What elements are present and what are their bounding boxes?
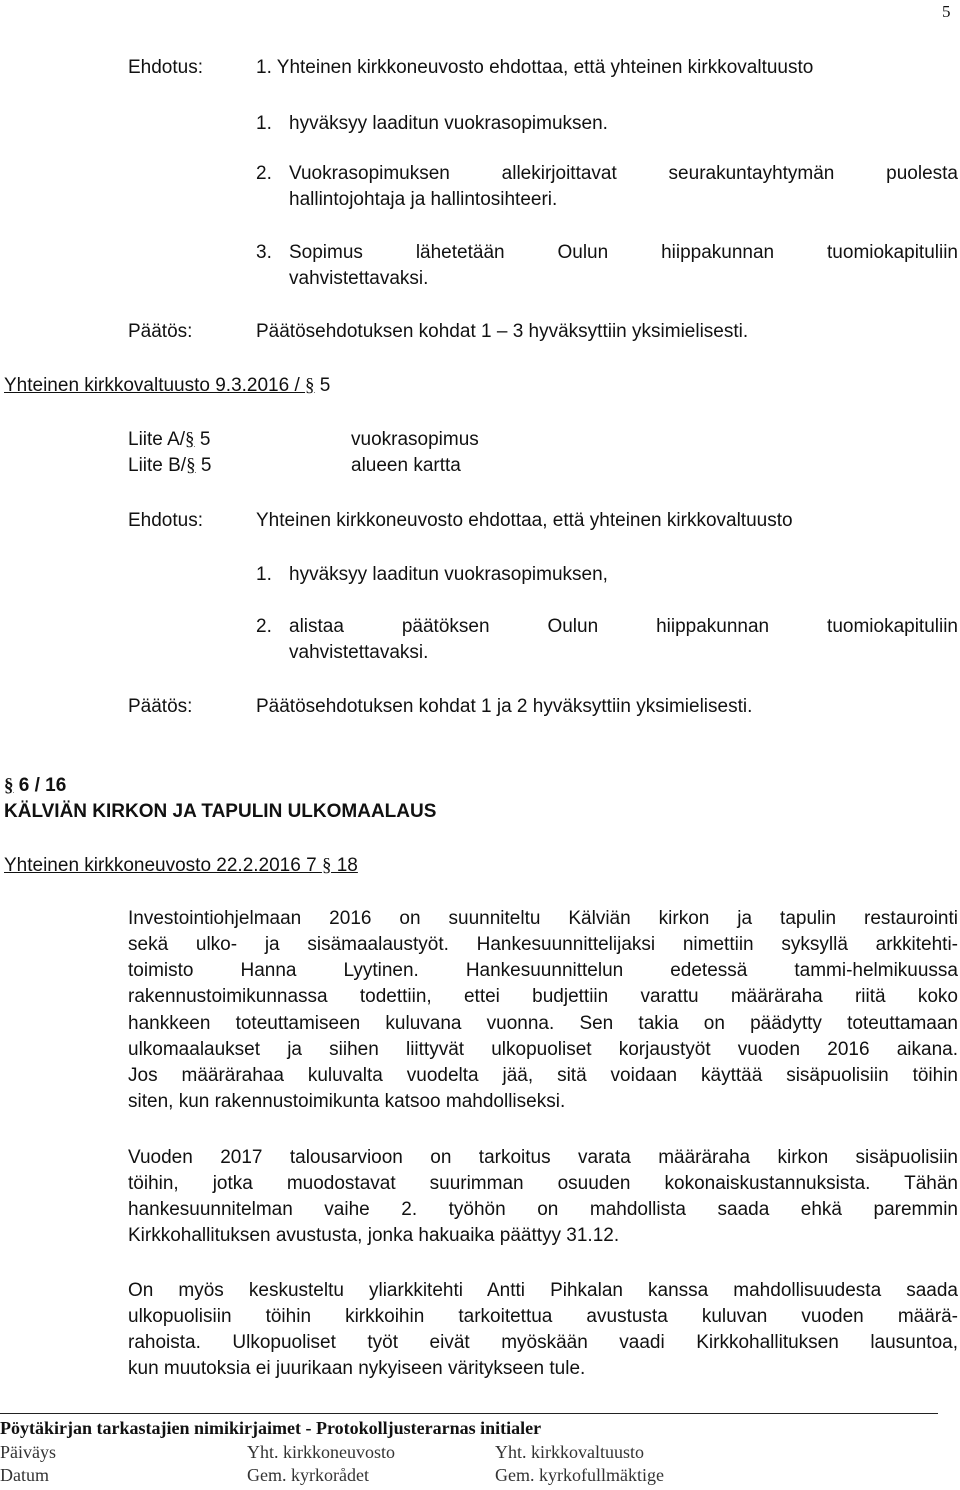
proposal-label: Ehdotus: <box>128 57 203 78</box>
section-sign: § <box>305 375 315 396</box>
paragraph-line: sekä ulko- ja sisämaalaustyöt. Hankesuunnittelijaksi nimettiin syksyllä arkkitehti- <box>128 934 958 955</box>
paragraph-line: On myös keskusteltu yliarkkitehti Antti Pihkalan kanssa mahdollisuudesta saada <box>128 1280 958 1301</box>
attachment-number: 5 <box>194 429 211 450</box>
section-sign: § <box>185 429 195 450</box>
list-item-text: vahvistettavaksi. <box>289 642 429 663</box>
proposal-label: Ehdotus: <box>128 510 203 531</box>
attachment-b-label <box>128 455 211 477</box>
paragraph-line: Kirkkohallituksen avustusta, jonka hakuaika päättyy 31.12. <box>128 1225 620 1246</box>
footer-date-label: Päiväys <box>0 1442 56 1462</box>
decision-label: Päätös: <box>128 321 193 342</box>
section-sign: § <box>186 455 196 476</box>
list-item-text: hyväksyy laaditun vuokrasopimuksen. <box>289 113 608 134</box>
paragraph-line: ulkomaalaukset ja siihen liittyvät ulkopuoliset korjaustyöt vuoden 2016 aikana. <box>128 1039 958 1060</box>
list-item-text: vahvistettavaksi. <box>289 268 429 289</box>
list-item-text: hyväksyy laaditun vuokrasopimuksen, <box>289 564 608 585</box>
paragraph-line: Investointiohjelmaan 2016 on suunniteltu Kälviän kirkon ja tapulin restaurointi <box>128 908 958 929</box>
list-item-number: 2. <box>256 163 272 184</box>
paragraph-line: Vuoden 2017 talousarvioon on tarkoitus varata määräraha kirkon sisäpuolisiin <box>128 1147 958 1168</box>
paragraph-line: rahoista. Ulkopuoliset työt eivät myöskään vaadi Kirkkohallituksen lausuntoa, <box>128 1332 958 1353</box>
list-item-text: alistaa päätöksen Oulun hiippakunnan tuomiokapituliin <box>289 616 958 637</box>
section-sign: § <box>4 775 14 796</box>
list-item-number: 1. <box>256 113 272 134</box>
section-reference-number: 18 <box>331 855 358 876</box>
section-number <box>4 775 66 797</box>
paragraph-line: siten, kun rakennustoimikunta katsoo mahdolliseksi. <box>128 1091 566 1112</box>
paragraph-line: hankesuunnitelman vaihe 2. työhön on mahdollista saada ehkä paremmin <box>128 1199 958 1220</box>
list-item-text: hallintojohtaja ja hallintosihteeri. <box>289 189 558 210</box>
section-sign: § <box>321 855 332 876</box>
list-item-number: 1. <box>256 564 272 585</box>
footer-heading: Pöytäkirjan tarkastajien nimikirjaimet - Protokolljusterarnas initialer <box>0 1418 542 1438</box>
decision-label: Päätös: <box>128 696 193 717</box>
proposal-intro: 1. Yhteinen kirkkoneuvosto ehdottaa, että yhteinen kirkkovaltuusto <box>256 57 814 78</box>
section-number-text: 6 / 16 <box>13 775 67 796</box>
paragraph-line: hankkeen toteuttamiseen kuluvana vuonna. Sen takia on päädytty toteuttamaan <box>128 1013 958 1034</box>
attachment-a-label <box>128 429 210 451</box>
paragraph-line: töihin, jotka muodostavat suurimman osuuden kokonaiskustannuksista. Tähän <box>128 1173 958 1194</box>
paragraph-line: ulkopuolisiin töihin kirkkoihin tarkoitettua avustusta kuluvan vuoden määrä- <box>128 1306 958 1327</box>
decision-text: Päätösehdotuksen kohdat 1 ja 2 hyväksyttiin yksimielisesti. <box>256 696 753 717</box>
paragraph-line: kun muutoksia ei juurikaan nykyiseen väritykseen tule. <box>128 1358 586 1379</box>
attachment-label-text: Liite B/ <box>128 455 187 476</box>
paragraph-line: Jos määrärahaa kuluvalta vuodelta jää, sitä voidaan käyttää sisäpuolisiin töihin <box>128 1065 958 1086</box>
attachment-number: 5 <box>195 455 212 476</box>
attachment-a-description: vuokrasopimus <box>351 429 479 450</box>
attachment-label-text: Liite A/ <box>128 429 186 450</box>
section-reference-text: Yhteinen kirkkoneuvosto 22.2.2016 7 <box>4 855 322 876</box>
list-item-text: Sopimus lähetetään Oulun hiippakunnan tuomiokapituliin <box>289 242 958 263</box>
proposal-intro: Yhteinen kirkkoneuvosto ehdottaa, että yhteinen kirkkovaltuusto <box>256 510 793 531</box>
council-reference-number: 5 <box>314 375 331 396</box>
paragraph-line: toimisto Hanna Lyytinen. Hankesuunnittelun edetessä tammi-helmikuussa <box>128 960 958 981</box>
list-item-number: 3. <box>256 242 272 263</box>
footer-assembly-label: Yht. kirkkovaltuusto <box>495 1442 644 1462</box>
council-reference <box>4 375 330 397</box>
list-item-number: 2. <box>256 616 272 637</box>
attachment-b-description: alueen kartta <box>351 455 461 476</box>
section-reference <box>4 855 358 877</box>
footer-date-label-sv: Datum <box>0 1465 49 1485</box>
page-number: 5 <box>942 2 951 21</box>
paragraph-line: rakennustoimikunnassa todettiin, ettei budjettiin varattu määräraha riitä koko <box>128 986 958 1007</box>
footer-council-label: Yht. kirkkoneuvosto <box>247 1442 395 1462</box>
section-title: KÄLVIÄN KIRKON JA TAPULIN ULKOMAALAUS <box>4 801 437 822</box>
footer-divider <box>0 1413 938 1414</box>
footer-council-label-sv: Gem. kyrkorådet <box>247 1465 369 1485</box>
decision-text: Päätösehdotuksen kohdat 1 – 3 hyväksyttiin yksimielisesti. <box>256 321 749 342</box>
list-item-text: Vuokrasopimuksen allekirjoittavat seurakuntayhtymän puolesta <box>289 163 958 184</box>
footer-assembly-label-sv: Gem. kyrkofullmäktige <box>495 1465 664 1485</box>
council-reference-text: Yhteinen kirkkovaltuusto 9.3.2016 / <box>4 375 306 396</box>
